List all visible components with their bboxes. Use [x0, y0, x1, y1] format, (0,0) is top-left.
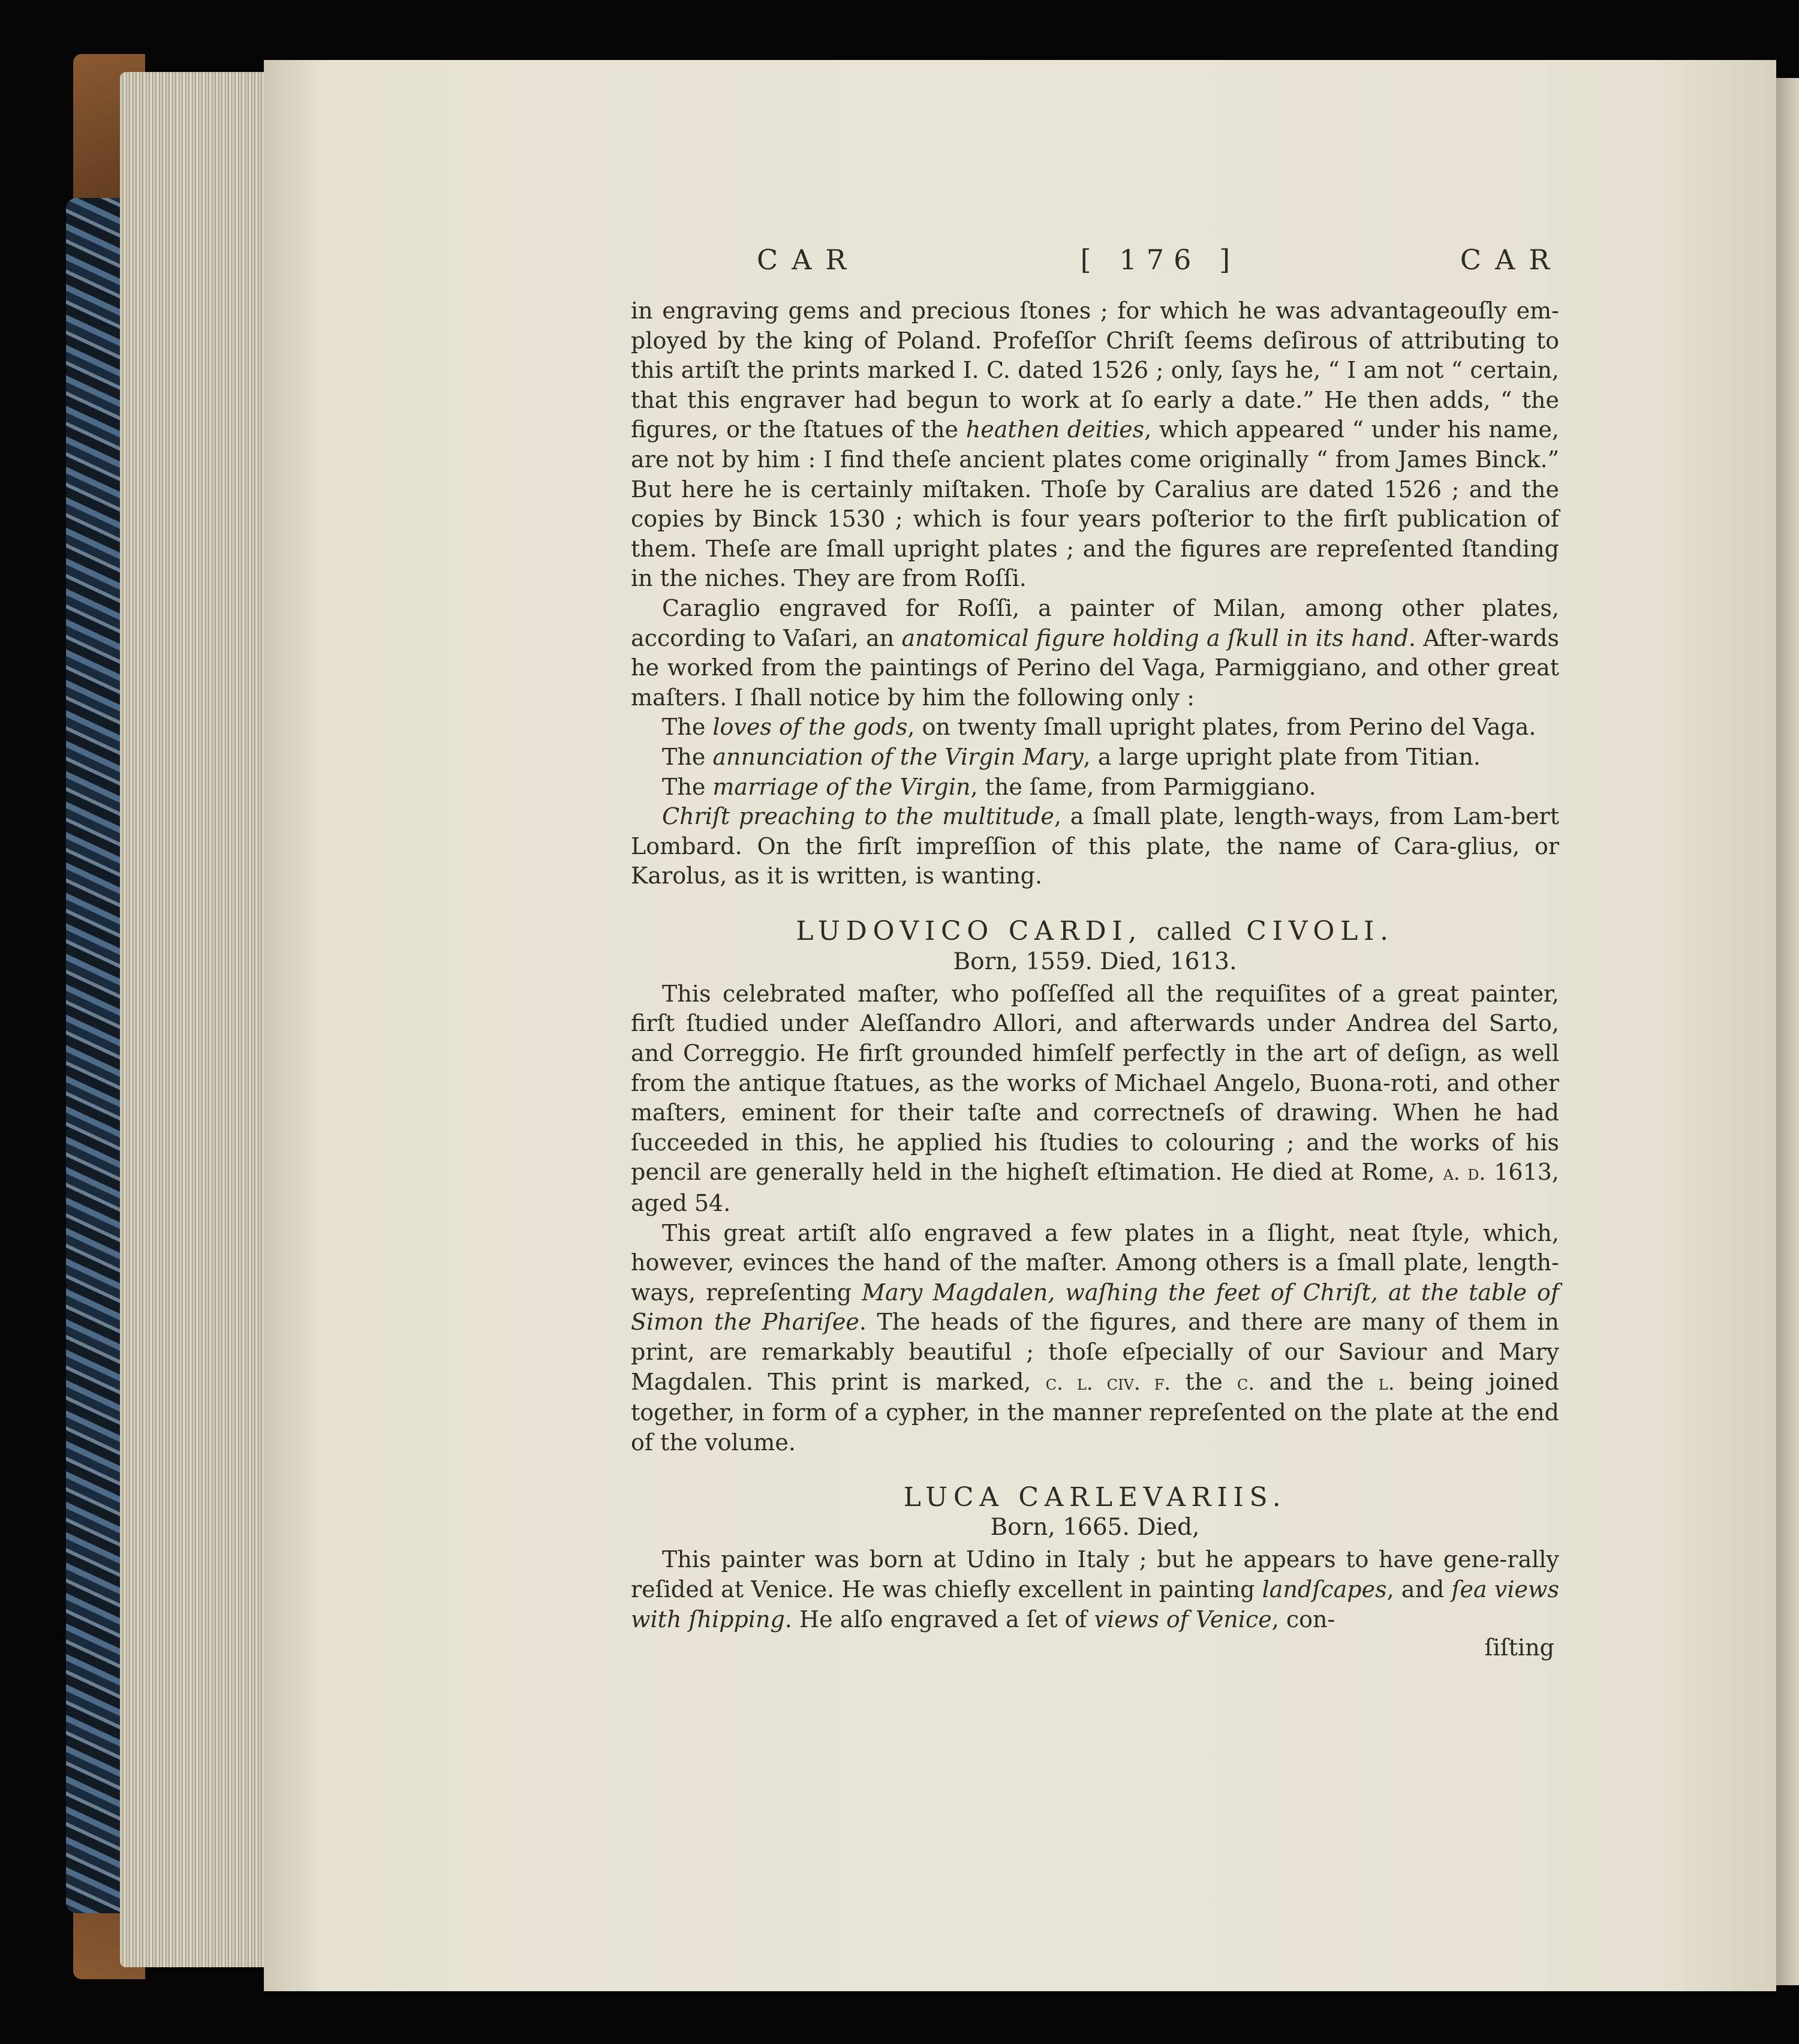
paragraph: This celebrated maſter, who poſſeſſed all the requiſites of a great painter, firſt ſtudied under Aleſſandro Allori, and afterwards under Andrea del Sarto, and Correggio. He firſt grounded himſelf perfectly in the art of deſign, as well from the antique ſtatues, as the works of Michael Angelo, Buona-roti, and other maſters, eminent for their taſte and correctneſs of drawing. When he had ſucceeded in this, he applied his ſtudies to colouring ; and the works of his pencil are generally held in the higheſt eſtimation. He died at Rome, a. d. 1613, aged 54.: [631, 980, 1559, 1217]
page-edges: [120, 72, 276, 1967]
italic-title: landſcapes: [1262, 1576, 1387, 1603]
running-head-left: CAR: [757, 244, 861, 276]
paragraph: in engraving gems and precious ſtones ; for which he was advantageouſly em-ployed by the king of Poland. Profeſſor Chriſt ſeems deſirous of attributing to this artiſt the prints marked I. C. dated 1526 ; only, ſays he, “ I am not “ certain, that this engraver had begun to work at ſo early a date.” He then adds, “ the figures, or the ſtatues of the heathen deities, which appeared “ under his name, are not by him : I find theſe ancient plates come originally “ from James Binck.” But here he is certainly miſtaken. Thoſe by Caralius are dated 1526 ; and the copies by Binck 1530 ; which is four years poſterior to the firſt publication of them. Theſe are ſmall upright plates ; and the figures are repreſented ſtanding in the niches. They are from Roſſi.: [631, 297, 1559, 592]
running-head-right: CAR: [1460, 244, 1563, 276]
italic-title: loves of the gods: [712, 714, 908, 741]
italic-title: marriage of the Virgin: [712, 773, 971, 800]
entry-heading: LUDOVICO CARDI, called CIVOLI.: [796, 915, 1394, 946]
list-item: Chriſt preaching to the multitude, a ſmall plate, length-ways, from Lam-bert Lombard. On the firſt impreſſion of this plate, the name of Cara-glius, or Karolus, as it is written, is wanting.: [631, 803, 1559, 889]
list-item: The loves of the gods, on twenty ſmall upright plates, from Perino del Vaga.: [662, 714, 1536, 741]
paragraph: This great artiſt alſo engraved a few plates in a ſlight, neat ſtyle, which, however, evinces the hand of the maſter. Among others is a ſmall plate, length-ways, repreſenting Mary Magdalen, waſhing the feet of Chriſt, at the table of Simon the Phariſee. The heads of the figures, and there are many of them in print, are remarkably beautiful ; thoſe eſpecially of our Saviour and Mary Magdalen. This print is marked, c. l. civ. f. the c. and the l. being joined together, in form of a cypher, in the manner repreſented on the plate at the end of the volume.: [631, 1219, 1559, 1456]
running-head: [631, 239, 1563, 281]
page-text: [631, 239, 1563, 1661]
italic-title: Mary Magdalen, waſhing the feet of Chriſt, at the table of Simon the Phariſee: [631, 1279, 1559, 1336]
italic-title: heathen deities: [965, 416, 1145, 443]
italic-title: anatomical figure holding a ſkull in its hand: [901, 624, 1409, 651]
list-item: The annunciation of the Virgin Mary, a large upright plate from Titian.: [662, 743, 1481, 770]
catchword: ſiſting: [1484, 1634, 1554, 1661]
entry-heading: LUCA CARLEVARIIS.: [903, 1482, 1287, 1513]
entry-dates: Born, 1559. Died, 1613.: [953, 948, 1237, 975]
italic-title: ſea views with ſhipping: [631, 1576, 1559, 1633]
entry-dates: Born, 1665. Died,: [990, 1514, 1200, 1541]
paragraph: Caraglio engraved for Roſſi, a painter of Milan, among other plates, according to Vaſari, an anatomical figure holding a ſkull in its hand. After-wards he worked from the paintings of Perino del Vaga, Parmiggiano, and other great maſters. I ſhall notice by him the following only :: [631, 594, 1559, 711]
italic-title: views of Venice: [1094, 1606, 1272, 1633]
italic-title: annunciation of the Virgin Mary: [712, 743, 1084, 770]
paragraph: This painter was born at Udino in Italy ; but he appears to have gene-rally reſided at Venice. He was chiefly excellent in painting landſcapes, and ſea views with ſhipping. He alſo engraved a ſet of views of Venice, con-: [631, 1546, 1559, 1633]
page-number: [ 176 ]: [1080, 244, 1240, 276]
italic-title: Chriſt preaching to the multitude: [662, 803, 1054, 830]
list-item: The marriage of the Virgin, the ſame, from Parmiggiano.: [662, 773, 1316, 800]
